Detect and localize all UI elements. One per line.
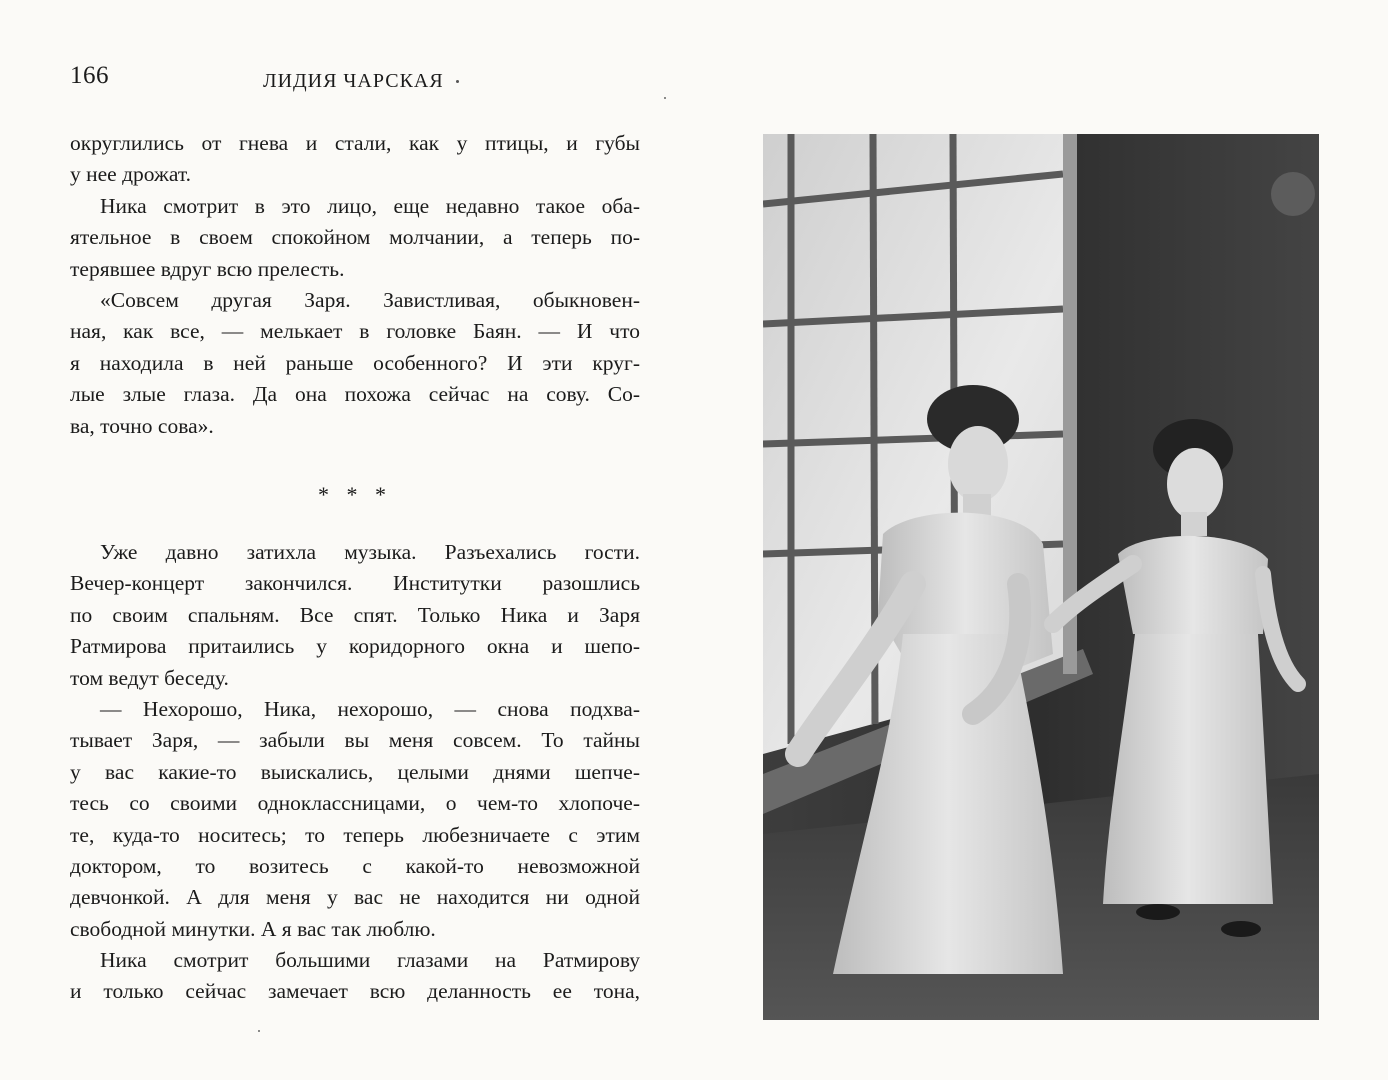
text-line: доктором, то возитесь с какой-то невозможной	[70, 853, 640, 878]
text-line: те, куда-то носитесь; то теперь любезничаете с этим	[70, 822, 640, 847]
text-line: у нее дрожат.	[70, 162, 191, 187]
print-speck	[258, 1030, 260, 1032]
text-line: и только сейчас замечает всю деланность ее тона,	[70, 979, 640, 1004]
text-line: Ника смотрит большими глазами на Ратмирову	[100, 948, 640, 973]
text-line: я находила в ней раньше особенного? И эти круг-	[70, 350, 640, 375]
page-number: 166	[70, 62, 109, 89]
text-line: свободной минутки. А я вас так люблю.	[70, 916, 436, 941]
text-line: терявшее вдруг всю прелесть.	[70, 256, 345, 281]
print-speck	[456, 80, 459, 83]
text-line: ятельное в своем спокойном молчании, а теперь по-	[70, 225, 640, 250]
text-line: тесь со своими одноклассницами, о чем-то хлопоче-	[70, 791, 640, 816]
text-line: тывает Заря, — забыли вы меня совсем. То тайны	[70, 728, 640, 753]
text-line: Ника смотрит в это лицо, еще недавно такое оба-	[100, 193, 640, 218]
text-line: Уже давно затихла музыка. Разъехались гости.	[100, 540, 640, 564]
text-section-2	[70, 537, 640, 1008]
text-line: по своим спальням. Все спят. Только Ника и Заря	[70, 602, 640, 627]
running-head: ЛИДИЯ ЧАРСКАЯ	[263, 70, 444, 92]
text-line: «Совсем другая Заря. Завистливая, обыкновен-	[100, 287, 640, 312]
section-divider: * * *	[318, 482, 392, 507]
text-line: том ведут беседу.	[70, 665, 229, 690]
window-jamb	[1063, 134, 1077, 674]
print-speck	[664, 97, 666, 99]
text-line: лые злые глаза. Да она похожа сейчас на сову. Со-	[70, 382, 640, 407]
illustration-drawing	[763, 134, 1319, 1020]
text-section-1	[70, 128, 640, 442]
text-line: ва, точно сова».	[70, 413, 214, 438]
illustration-two-girls-at-window	[763, 134, 1319, 1020]
text-line: ная, как все, — мелькает в головке Баян. — И что	[70, 319, 640, 344]
text-line: — Нехорошо, Ника, нехорошо, — снова подхва-	[100, 696, 640, 721]
text-line: девчонкой. А для меня у вас не находится ни одной	[70, 885, 640, 910]
wall-lamp	[1271, 172, 1315, 216]
text-line: округлились от гнева и стали, как у птицы, и губы	[70, 131, 640, 155]
text-line: Ратмирова притаились у коридорного окна и шепо-	[70, 634, 640, 659]
text-line: Вечер-концерт закончился. Институтки разошлись	[70, 571, 640, 596]
text-line: у вас какие-то выискались, целыми днями шепче-	[70, 759, 640, 784]
